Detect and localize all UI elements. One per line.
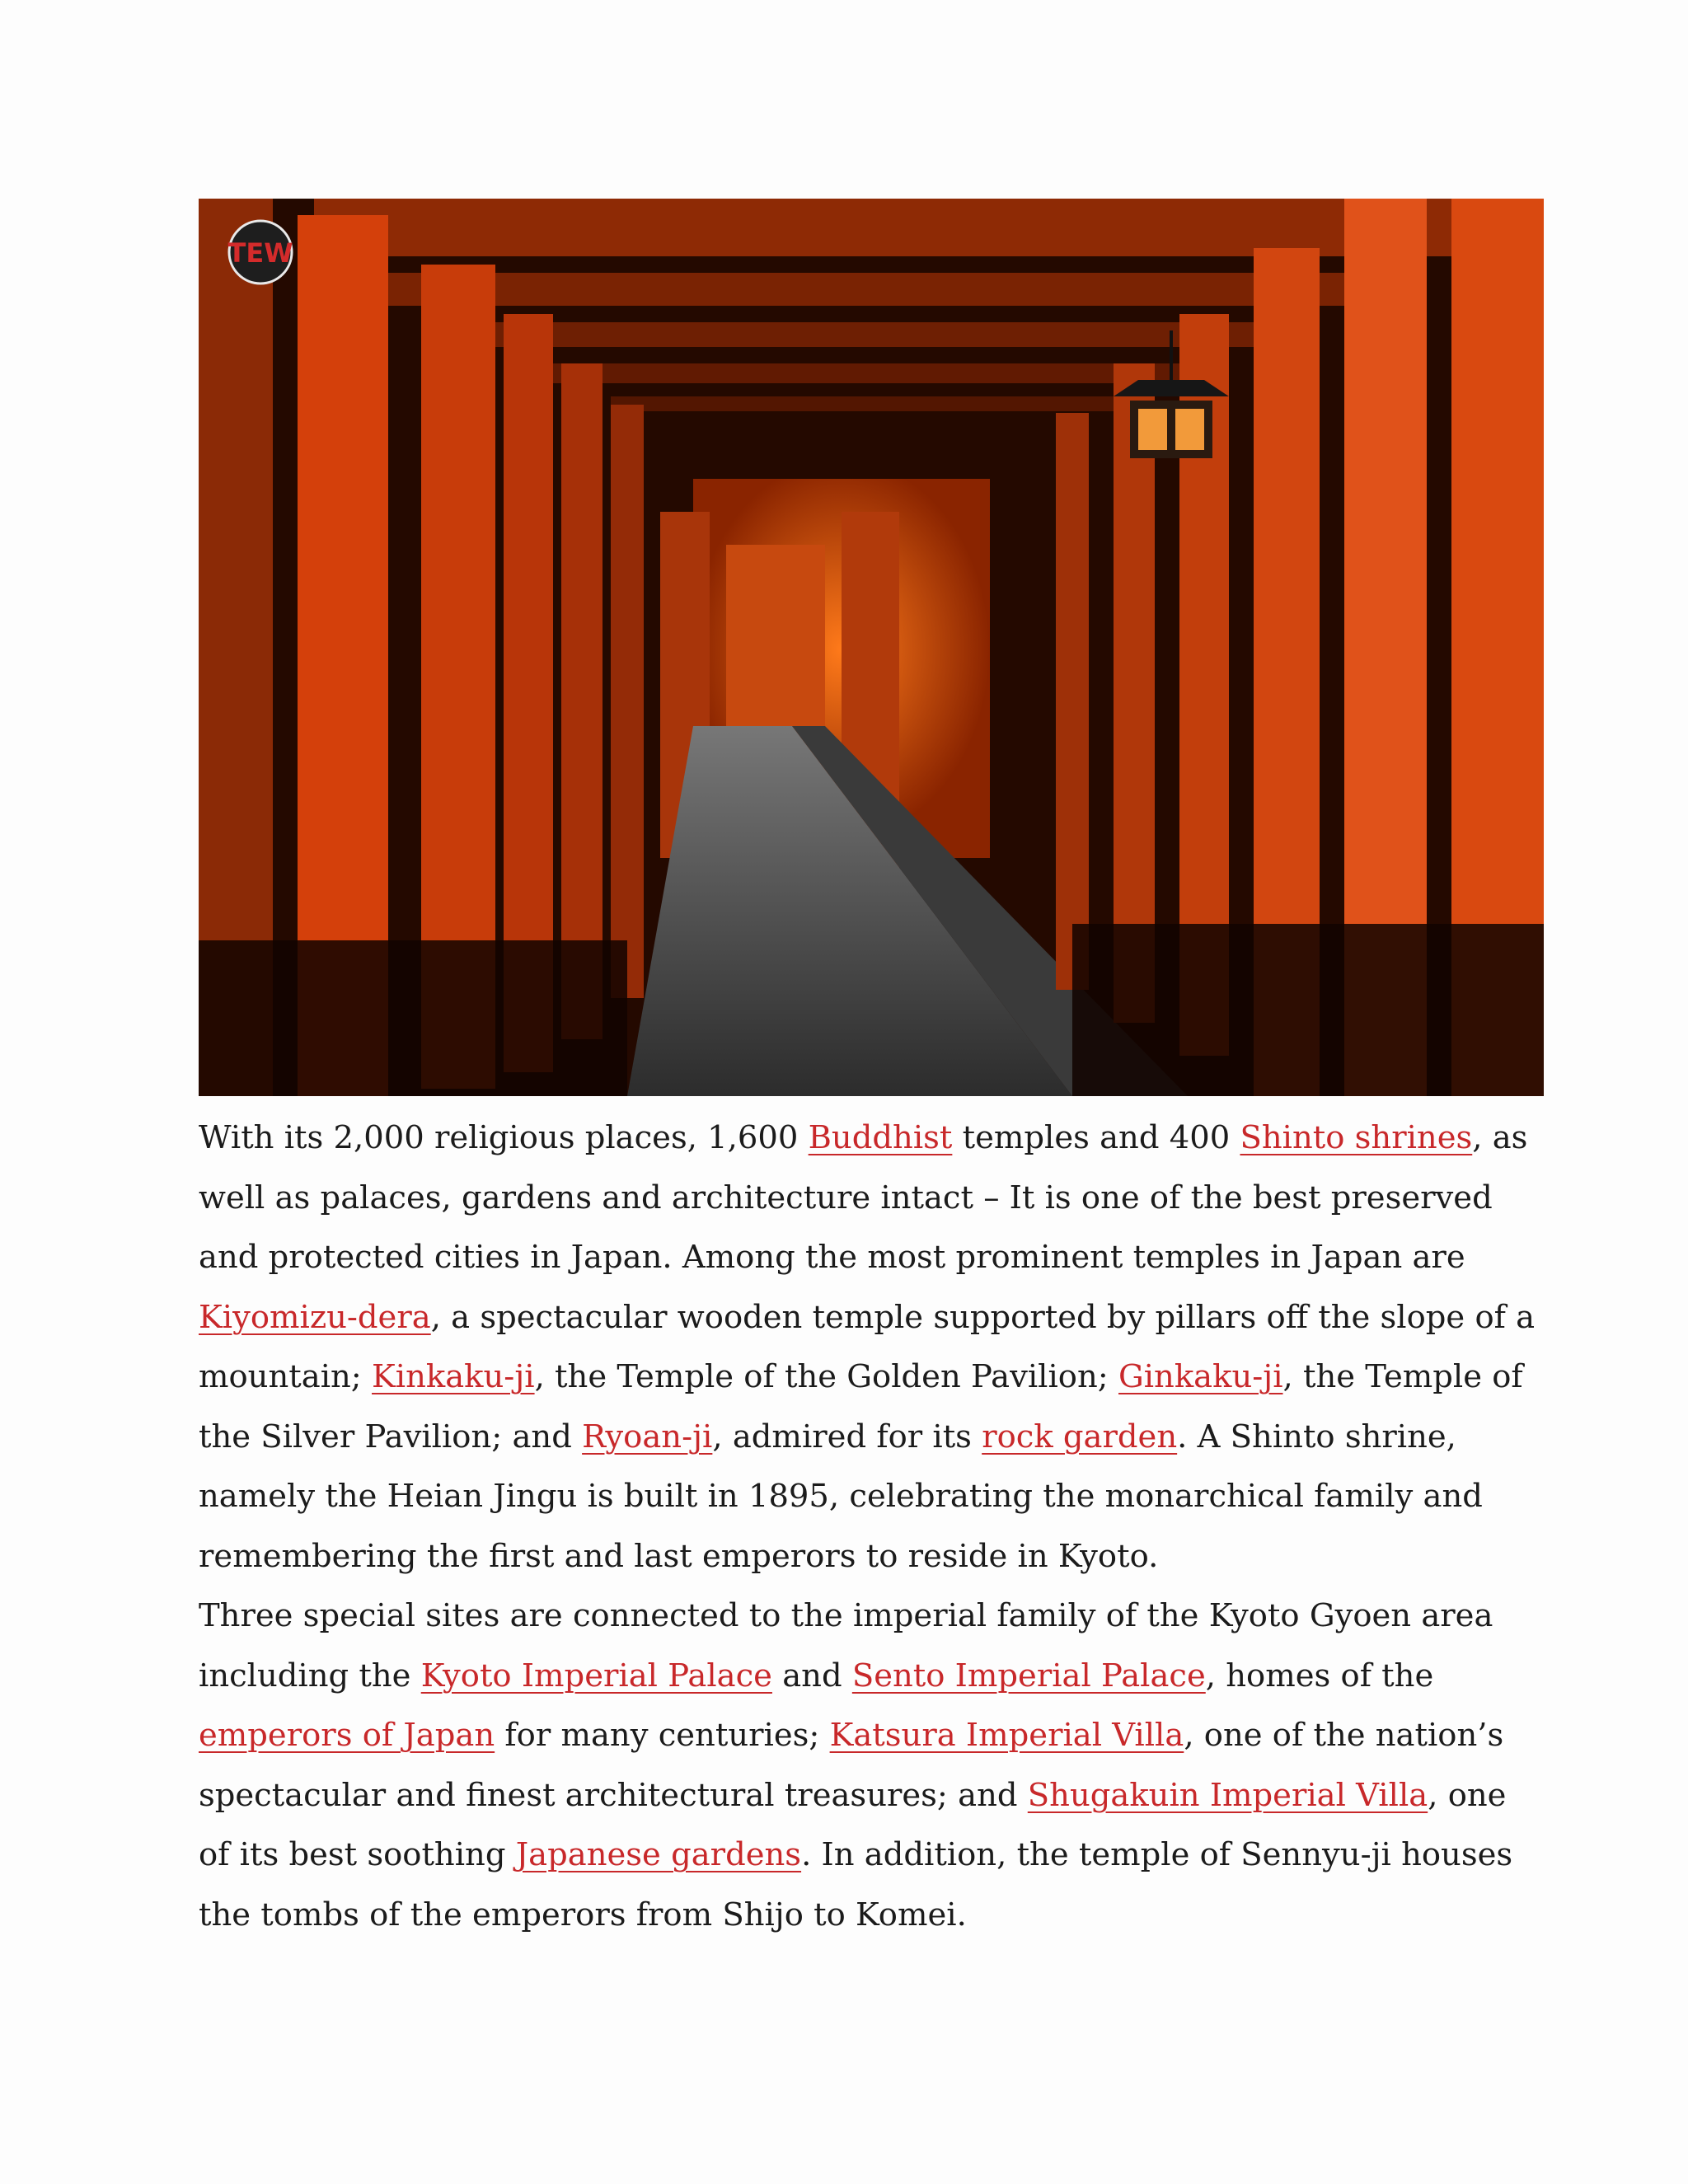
- link-ginkaku-ji[interactable]: Ginkaku-ji: [1118, 1358, 1283, 1395]
- link-buddhist[interactable]: Buddhist: [808, 1119, 953, 1156]
- link-kiyomizu-dera[interactable]: Kiyomizu-dera: [199, 1298, 431, 1336]
- text-span: . A Shinto shrine, namely the Heian Jingu is built in 1895, celebrating the monarchical family and remembering the first and last emperors to reside in Kyoto.: [199, 1418, 1483, 1575]
- text-span: , homes of the: [1205, 1657, 1434, 1694]
- text-span: temples and 400: [952, 1119, 1240, 1156]
- text-span: and: [771, 1657, 852, 1694]
- text-span: . In addition, the temple of Sennyu-ji houses the tombs of the emperors from Shijo to Komei.: [199, 1836, 1513, 1933]
- text-span: , as well as palaces, gardens and architecture intact – It is one of the best preserved and protected cities in Japan. Among the most prominent temples in Japan are: [199, 1119, 1528, 1276]
- text-span: for many centuries;: [495, 1717, 830, 1754]
- link-japanese-gardens[interactable]: Japanese gardens: [515, 1836, 802, 1873]
- paragraph-kyoto-temples: [199, 1108, 1544, 1586]
- link-kyoto-imperial-palace[interactable]: Kyoto Imperial Palace: [420, 1657, 772, 1694]
- article-body: [199, 1108, 1544, 1945]
- text-span: , one of its best soothing: [199, 1776, 1507, 1873]
- paragraph-imperial-sites: [199, 1586, 1544, 1945]
- link-kinkaku-ji[interactable]: Kinkaku-ji: [372, 1358, 535, 1395]
- logo-text: TEW: [227, 237, 293, 269]
- link-shinto-shrines[interactable]: Shinto shrines: [1240, 1119, 1473, 1156]
- text-span: , admired for its: [712, 1418, 982, 1455]
- link-shugakuin-imperial-villa[interactable]: Shugakuin Imperial Villa: [1027, 1776, 1428, 1814]
- link-sento-imperial-palace[interactable]: Sento Imperial Palace: [851, 1657, 1206, 1694]
- torii-gates-photo: [199, 199, 1544, 1096]
- text-span: , a spectacular wooden temple supported by pillars off the slope of a mountain;: [199, 1298, 1536, 1395]
- link-rock-garden[interactable]: rock garden: [982, 1418, 1178, 1455]
- text-span: , one of the nation’s spectacular and finest architectural treasures; and: [199, 1717, 1504, 1814]
- text-span: , the Temple of the Golden Pavilion;: [534, 1358, 1118, 1395]
- link-emperors-of-japan[interactable]: emperors of Japan: [199, 1717, 495, 1754]
- text-span: , the Temple of the Silver Pavilion; and: [199, 1358, 1523, 1455]
- torii-tunnel-illustration: [199, 199, 1544, 1096]
- link-ryoan-ji[interactable]: Ryoan-ji: [582, 1418, 713, 1455]
- text-span: With its 2,000 religious places, 1,600: [199, 1119, 809, 1156]
- link-katsura-imperial-villa[interactable]: Katsura Imperial Villa: [829, 1717, 1184, 1754]
- text-span: Three special sites are connected to the imperial family of the Kyoto Gyoen area including the: [199, 1597, 1493, 1694]
